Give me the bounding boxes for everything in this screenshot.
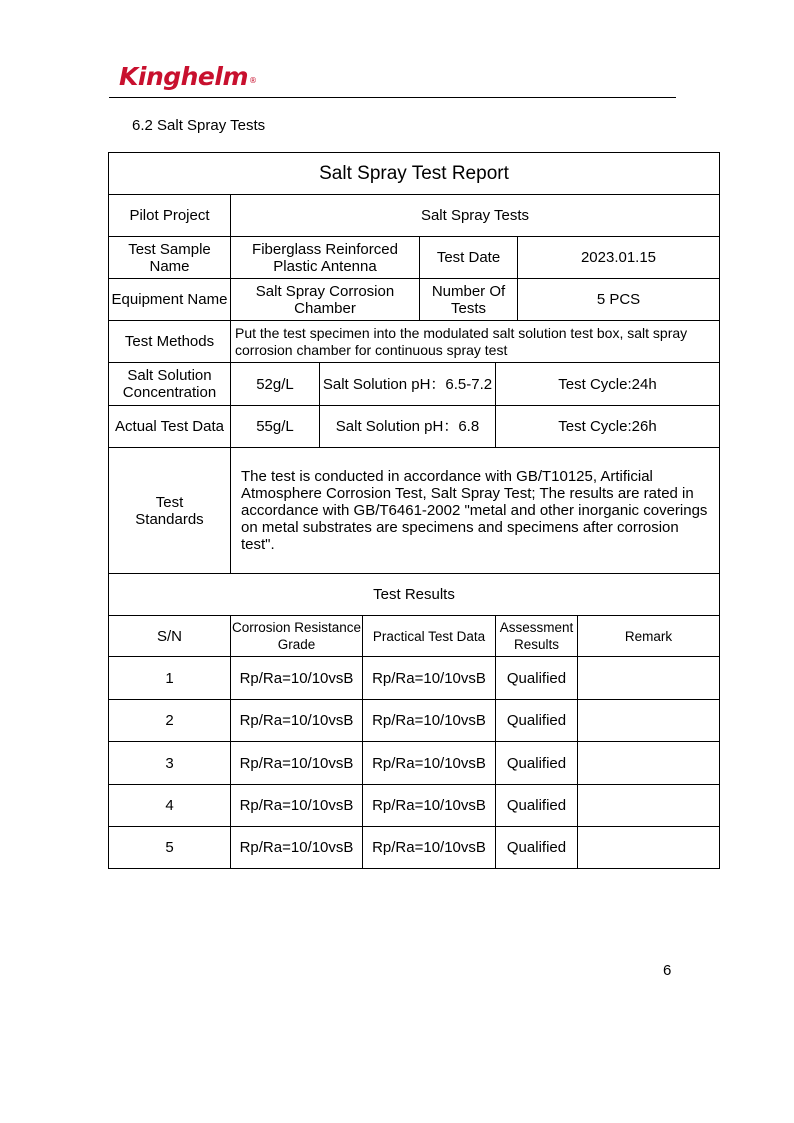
row-result: Qualified bbox=[496, 742, 578, 785]
row-remark bbox=[578, 785, 720, 827]
table-row bbox=[109, 827, 720, 869]
results-heading: Test Results bbox=[109, 574, 720, 616]
registered-mark: ® bbox=[249, 76, 257, 85]
row-remark bbox=[578, 700, 720, 742]
row-sn: 2 bbox=[109, 700, 231, 742]
row-grade: Rp/Ra=10/10vsB bbox=[231, 700, 363, 742]
row-grade: Rp/Ra=10/10vsB bbox=[231, 785, 363, 827]
col-header-assessment: Assessment Results bbox=[496, 616, 578, 657]
section-title: 6.2 Salt Spray Tests bbox=[132, 117, 266, 134]
salt-spray-report-table bbox=[108, 152, 720, 869]
concentration-label: Salt Solution Concentration bbox=[109, 363, 231, 406]
page-number: 6 bbox=[663, 962, 672, 979]
sample-name-value: Fiberglass Reinforced Plastic Antenna bbox=[231, 237, 420, 279]
row-sn: 5 bbox=[109, 827, 231, 869]
equipment-value: Salt Spray Corrosion Chamber bbox=[231, 279, 420, 321]
actual-cycle: Test Cycle:26h bbox=[496, 406, 720, 448]
row-sn: 3 bbox=[109, 742, 231, 785]
row-practical-data: Rp/Ra=10/10vsB bbox=[363, 827, 496, 869]
kinghelm-logo bbox=[119, 60, 257, 94]
row-remark bbox=[578, 827, 720, 869]
row-sn: 1 bbox=[109, 657, 231, 700]
num-tests-value: 5 PCS bbox=[518, 279, 720, 321]
table-row bbox=[109, 742, 720, 785]
row-result: Qualified bbox=[496, 785, 578, 827]
sample-name-label: Test Sample Name bbox=[109, 237, 231, 279]
row-grade: Rp/Ra=10/10vsB bbox=[231, 827, 363, 869]
header-divider bbox=[109, 97, 676, 98]
report-title: Salt Spray Test Report bbox=[109, 153, 720, 195]
row-result: Qualified bbox=[496, 700, 578, 742]
table-row bbox=[109, 657, 720, 700]
row-practical-data: Rp/Ra=10/10vsB bbox=[363, 742, 496, 785]
methods-value: Put the test specimen into the modulated salt solution test box, salt spray corrosion chamber for continuous spray test bbox=[231, 321, 720, 363]
concentration-value: 52g/L bbox=[231, 363, 320, 406]
num-tests-label: Number Of Tests bbox=[420, 279, 518, 321]
row-result: Qualified bbox=[496, 827, 578, 869]
test-date-value: 2023.01.15 bbox=[518, 237, 720, 279]
row-grade: Rp/Ra=10/10vsB bbox=[231, 742, 363, 785]
row-sn: 4 bbox=[109, 785, 231, 827]
row-practical-data: Rp/Ra=10/10vsB bbox=[363, 700, 496, 742]
pilot-project-label: Pilot Project bbox=[109, 195, 231, 237]
table-row bbox=[109, 785, 720, 827]
actual-concentration: 55g/L bbox=[231, 406, 320, 448]
row-grade: Rp/Ra=10/10vsB bbox=[231, 657, 363, 700]
row-practical-data: Rp/Ra=10/10vsB bbox=[363, 657, 496, 700]
required-ph: Salt Solution pH：6.5-7.2 bbox=[320, 363, 496, 406]
col-header-remark: Remark bbox=[578, 616, 720, 657]
required-cycle: Test Cycle:24h bbox=[496, 363, 720, 406]
row-remark bbox=[578, 657, 720, 700]
table-row bbox=[109, 700, 720, 742]
standards-label-text: Test Standards bbox=[135, 493, 204, 528]
col-header-grade: Corrosion Resistance Grade bbox=[231, 616, 363, 657]
col-header-sn: S/N bbox=[109, 616, 231, 657]
actual-ph: Salt Solution pH：6.8 bbox=[320, 406, 496, 448]
pilot-project-value: Salt Spray Tests bbox=[231, 195, 720, 237]
methods-label: Test Methods bbox=[109, 321, 231, 363]
standards-text: The test is conducted in accordance with GB/T10125, Artificial Atmosphere Corrosion Test, Salt Spray Test; The results are rated in accordance with GB/T6461-2002 "metal and other inorganic coverings on metal substrates are specimens and specimens after corrosion test". bbox=[231, 448, 720, 574]
standards-label bbox=[109, 448, 231, 574]
actual-data-label: Actual Test Data bbox=[109, 406, 231, 448]
equipment-label: Equipment Name bbox=[109, 279, 231, 321]
row-result: Qualified bbox=[496, 657, 578, 700]
row-practical-data: Rp/Ra=10/10vsB bbox=[363, 785, 496, 827]
row-remark bbox=[578, 742, 720, 785]
test-date-label: Test Date bbox=[420, 237, 518, 279]
logo-text: Kinghelm bbox=[119, 62, 249, 91]
col-header-practical-data: Practical Test Data bbox=[363, 616, 496, 657]
